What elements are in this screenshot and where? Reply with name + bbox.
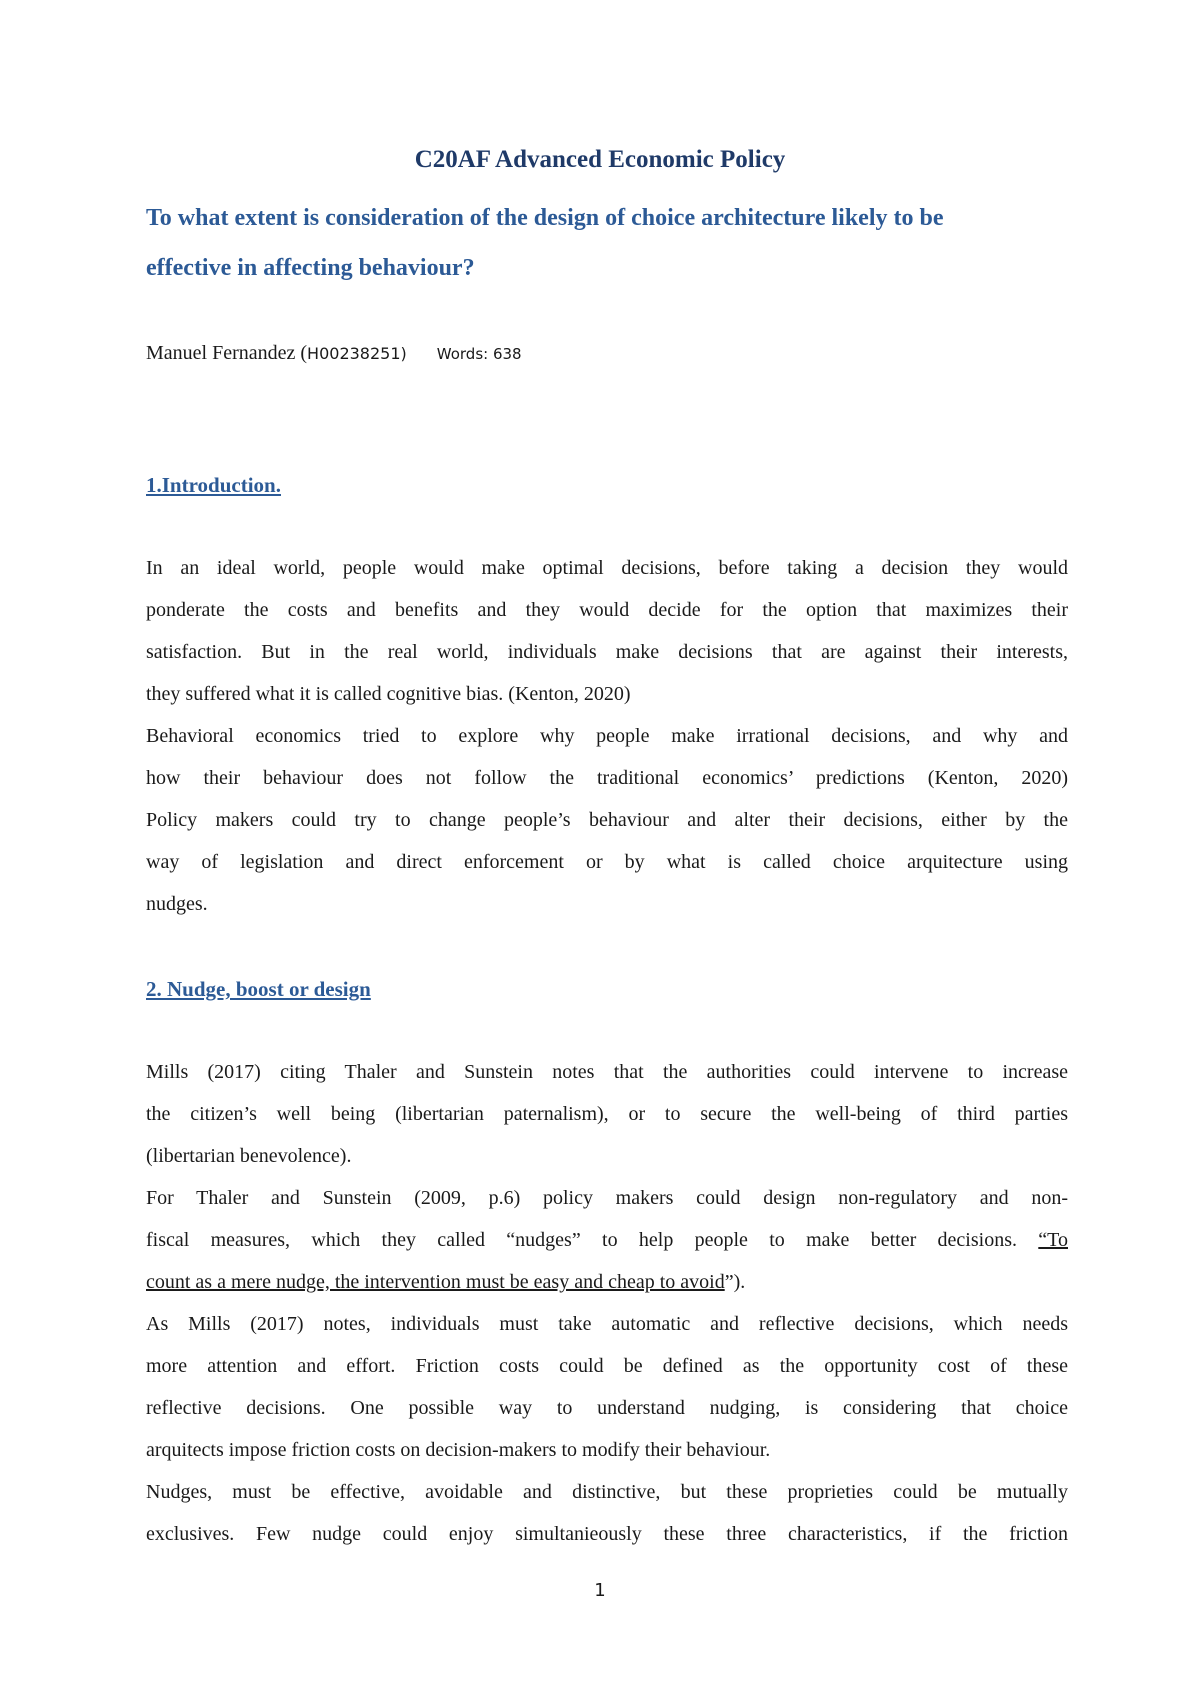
- nudge-line: [146, 1261, 1068, 1303]
- intro-line: nudges.: [146, 893, 208, 915]
- nudge-line: [146, 1219, 1068, 1261]
- intro-line: Behavioral economics tried to explore why people make irrational decisions, and why and: [146, 725, 1068, 747]
- quoted-text: count as a mere nudge, the intervention must be easy and cheap to avoid: [146, 1271, 725, 1293]
- nudge-line: Nudges, must be effective, avoidable and distinctive, but these proprieties could be mutually: [146, 1481, 1068, 1503]
- nudge-line: As Mills (2017) notes, individuals must take automatic and reflective decisions, which needs: [146, 1313, 1068, 1335]
- intro-line: Policy makers could try to change people’s behaviour and alter their decisions, either by the: [146, 809, 1068, 831]
- introduction-body: [146, 547, 1068, 925]
- nudge-line: reflective decisions. One possible way to understand nudging, is considering that choice: [146, 1397, 1068, 1419]
- section-heading-introduction: 1.Introduction.: [146, 473, 281, 497]
- quote-close: ”).: [724, 1271, 746, 1293]
- intro-line: In an ideal world, people would make optimal decisions, before taking a decision they would: [146, 557, 1068, 579]
- intro-line: they suffered what it is called cognitive bias. (Kenton, 2020): [146, 683, 631, 705]
- nudge-line: exclusives. Few nudge could enjoy simultanieously these three characteristics, if the friction: [146, 1523, 1068, 1545]
- intro-line: way of legislation and direct enforcement or by what is called choice arquitecture using: [146, 851, 1068, 873]
- author-name: Manuel Fernandez (: [146, 342, 308, 364]
- nudge-line: For Thaler and Sunstein (2009, p.6) policy makers could design non-regulatory and non-: [146, 1187, 1068, 1209]
- document-title: C20AF Advanced Economic Policy: [414, 146, 786, 173]
- nudge-line: (libertarian benevolence).: [146, 1145, 352, 1167]
- word-count: Words: 638: [436, 345, 522, 363]
- essay-question-line-2: effective in affecting behaviour?: [146, 255, 475, 281]
- page-number: 1: [594, 1580, 606, 1601]
- nudge-line: Mills (2017) citing Thaler and Sunstein notes that the authorities could intervene to increase: [146, 1061, 1068, 1083]
- quote-open: “To: [1038, 1229, 1068, 1251]
- intro-line: satisfaction. But in the real world, individuals make decisions that are against their interests,: [146, 641, 1068, 663]
- nudge-line: the citizen’s well being (libertarian paternalism), or to secure the well-being of third parties: [146, 1103, 1068, 1125]
- nudge-line: more attention and effort. Friction costs could be defined as the opportunity cost of these: [146, 1355, 1068, 1377]
- essay-question: [146, 193, 1076, 293]
- author-line: [146, 342, 522, 365]
- nudge-line: arquitects impose friction costs on decision-makers to modify their behaviour.: [146, 1439, 771, 1461]
- student-id: H00238251): [307, 344, 407, 363]
- nudge-line-text: fiscal measures, which they called “nudges” to help people to make better decisions.: [146, 1229, 1039, 1251]
- essay-question-line-1: To what extent is consideration of the design of choice architecture likely to be: [146, 205, 944, 231]
- nudge-body: [146, 1051, 1068, 1555]
- section-heading-nudge: 2. Nudge, boost or design: [146, 977, 371, 1001]
- intro-line: how their behaviour does not follow the traditional economics’ predictions (Kenton, 2020): [146, 767, 1068, 789]
- intro-line: ponderate the costs and benefits and they would decide for the option that maximizes their: [146, 599, 1068, 621]
